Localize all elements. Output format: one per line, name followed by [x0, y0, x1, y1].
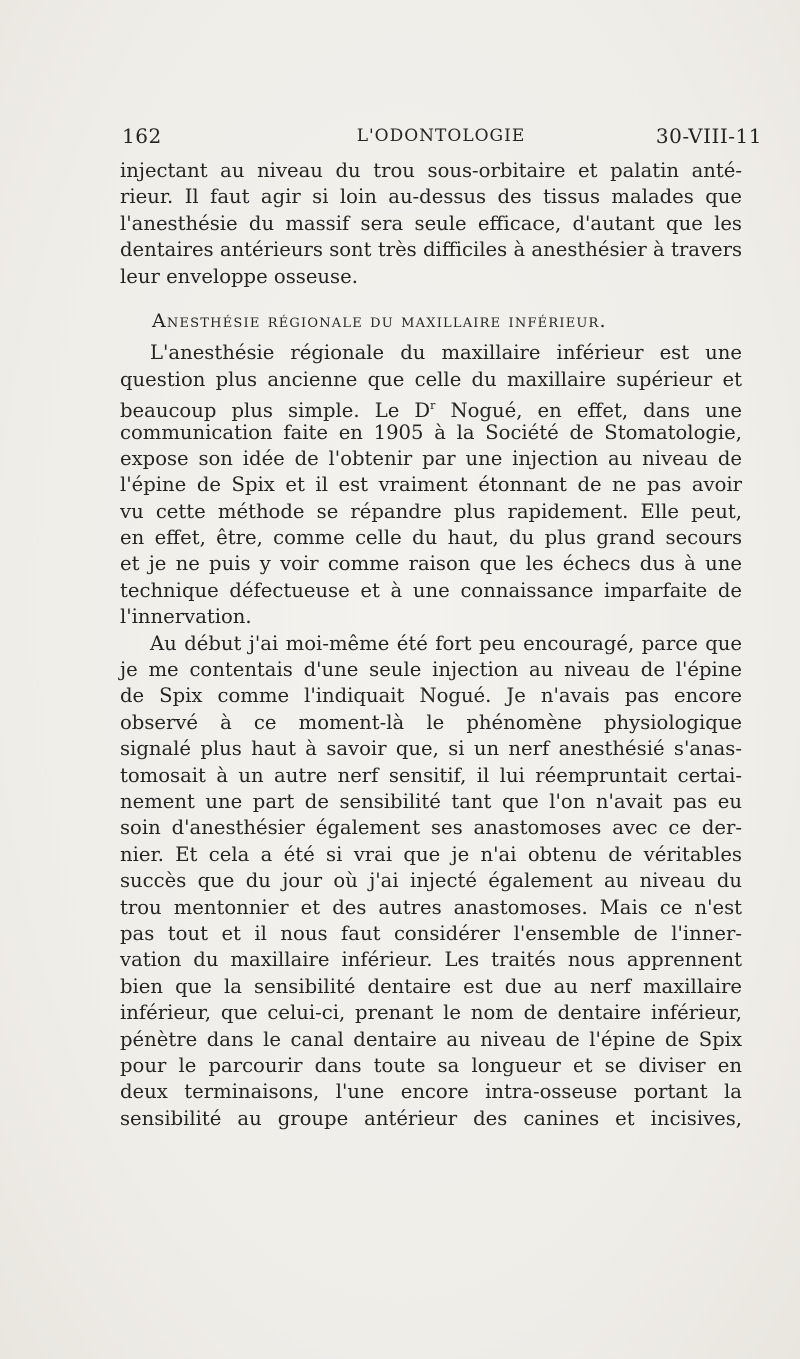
paragraph: [120, 631, 742, 1132]
text-line: bien que la sensibilité dentaire est due au nerf maxillaire: [120, 974, 742, 998]
text-line: l'épine de Spix et il est vraiment étonnant de ne pas avoir: [120, 473, 742, 497]
superscript: r: [430, 399, 436, 413]
text-line-with-superscript: [120, 393, 742, 423]
text-line: expose son idée de l'obtenir par une injection au niveau de: [120, 446, 742, 470]
text-line: l'innervation.: [120, 605, 252, 629]
issue-date: 30-VIII-11: [655, 124, 762, 148]
text-line: et je ne puis y voir comme raison que les échecs dus à une: [120, 552, 742, 576]
text-line: leur enveloppe osseuse.: [120, 264, 358, 288]
text-line: trou mentonnier et des autres anastomoses. Mais ce n'est: [120, 895, 742, 919]
text-line: vu cette méthode se répandre plus rapidement. Elle peut,: [120, 499, 742, 523]
text-line: dentaires antérieurs sont très difficiles à anesthésier à travers: [120, 238, 742, 262]
text-line: pénètre dans le canal dentaire au niveau de l'épine de Spix: [120, 1027, 742, 1051]
text-line: je me contentais d'une seule injection au niveau de l'épine: [120, 658, 742, 682]
paragraph-continued: [120, 158, 742, 290]
text-line: injectant au niveau du trou sous-orbitaire et palatin anté-: [120, 159, 742, 182]
text-line: tomosait à un autre nerf sensitif, il lui réempruntait certai-: [120, 763, 742, 787]
text-line: en effet, être, comme celle du haut, du plus grand secours: [120, 526, 742, 550]
text-line: pas tout et il nous faut considérer l'ensemble de l'inner-: [120, 921, 742, 945]
text-fragment: Nogué, en effet, dans une: [435, 399, 742, 423]
text-line: de Spix comme l'indiquait Nogué. Je n'avais pas encore: [120, 684, 742, 708]
text-line: communication faite en 1905 à la Société de Stomatologie,: [120, 420, 742, 444]
text-line: succès que du jour où j'ai injecté également au niveau du: [120, 869, 742, 893]
page-header: [120, 124, 762, 152]
text-line: Au début j'ai moi-même été fort peu encouragé, parce que: [150, 631, 742, 655]
text-line: pour le parcourir dans toute sa longueur et se diviser en: [120, 1053, 742, 1077]
running-title: L'ODONTOLOGIE: [356, 126, 526, 146]
body-text: [120, 158, 742, 1132]
text-line: sensibilité au groupe antérieur des canines et incisives,: [120, 1106, 742, 1130]
text-line: nement une part de sensibilité tant que l'on n'avait pas eu: [120, 789, 742, 813]
text-line: observé à ce moment-là le phénomène physiologique: [120, 710, 742, 734]
text-line: nier. Et cela a été si vrai que je n'ai obtenu de véritables: [120, 842, 742, 866]
text-line: soin d'anesthésier également ses anastomoses avec ce der-: [120, 816, 742, 840]
section-heading: Anesthésie régionale du maxillaire inférieur.: [152, 309, 607, 332]
text-line: deux terminaisons, l'une encore intra-osseuse portant la: [120, 1080, 742, 1104]
text-line: question plus ancienne que celle du maxillaire supérieur et: [120, 367, 742, 391]
text-line: vation du maxillaire inférieur. Les traités nous apprennent: [120, 948, 742, 972]
paragraph: [120, 340, 742, 630]
page-number: 162: [122, 124, 162, 148]
text-line: l'anesthésie du massif sera seule efficace, d'autant que les: [120, 211, 742, 235]
text-fragment: beaucoup plus simple. Le D: [120, 399, 431, 423]
text-line: inférieur, que celui-ci, prenant le nom de dentaire inférieur,: [120, 1001, 742, 1025]
text-line: L'anesthésie régionale du maxillaire inférieur est une: [150, 341, 742, 365]
text-line: signalé plus haut à savoir que, si un nerf anesthésié s'anas-: [120, 737, 742, 761]
text-line: rieur. Il faut agir si loin au-dessus des tissus malades que: [120, 185, 742, 209]
text-line: technique défectueuse et à une connaissance imparfaite de: [120, 578, 742, 602]
